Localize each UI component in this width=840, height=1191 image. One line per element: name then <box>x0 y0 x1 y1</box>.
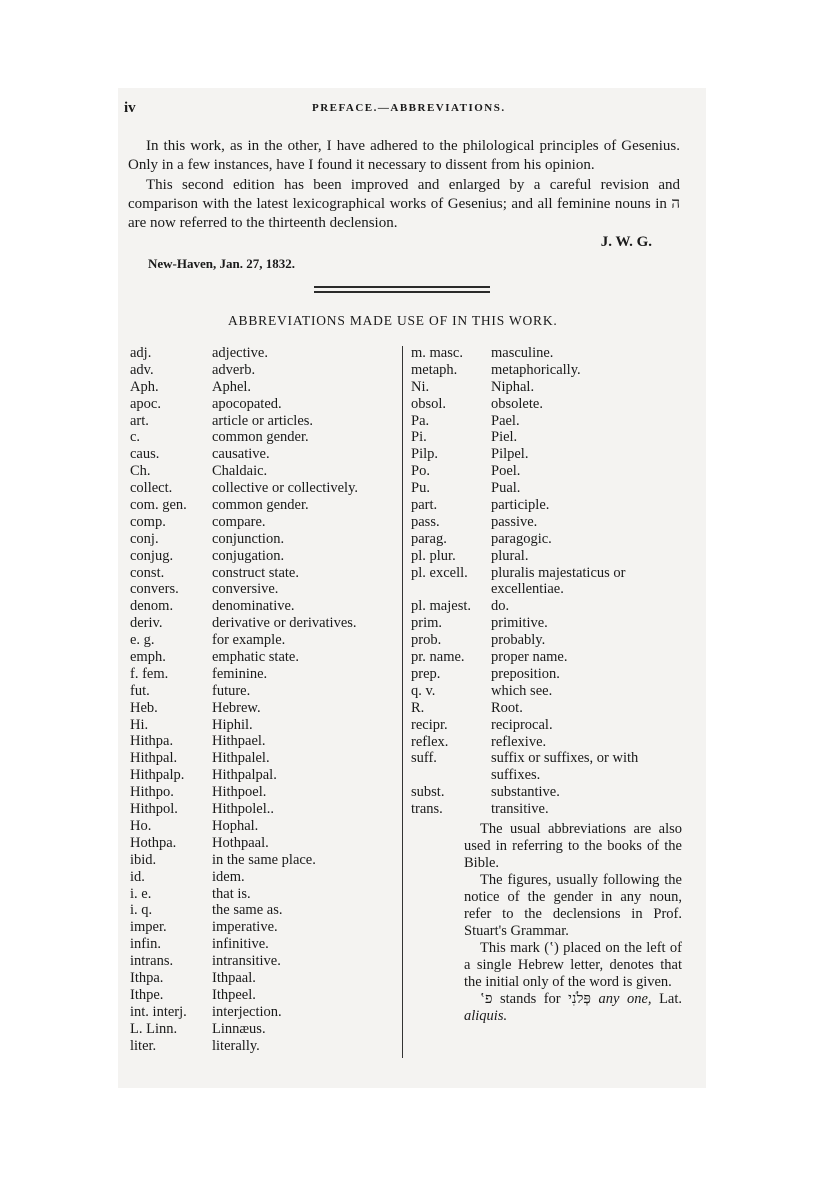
abbreviation-meaning: adverb. <box>212 361 256 378</box>
notes-block <box>464 821 682 1025</box>
abbreviation-meaning: Ithpeel. <box>212 986 256 1003</box>
abbreviation-term: apoc. <box>130 395 161 412</box>
abbreviation-row <box>130 565 400 582</box>
abbreviation-term: pl. majest. <box>411 598 472 615</box>
abbreviation-term: caus. <box>130 446 160 463</box>
abbreviation-meaning: masculine. <box>491 345 554 361</box>
abbreviation-row <box>130 598 400 615</box>
abbreviation-term: R. <box>411 699 425 716</box>
abbreviation-meaning: Niphal. <box>491 378 535 395</box>
abbreviation-row <box>130 548 400 565</box>
abbreviation-term: Hithpol. <box>130 801 178 818</box>
abbreviation-term: const. <box>130 564 165 581</box>
abbreviation-term: pass. <box>411 513 440 530</box>
abbreviation-term: parag. <box>411 530 447 547</box>
abbreviation-row <box>130 1004 400 1021</box>
abbreviation-meaning: feminine. <box>212 665 268 682</box>
abbreviation-term: Hithpalp. <box>130 767 185 784</box>
abbreviation-meaning: in the same place. <box>212 851 316 868</box>
abbreviation-term: part. <box>411 497 438 514</box>
abbreviation-meaning: collective or collectively. <box>212 480 359 497</box>
abbreviation-meaning: interjection. <box>212 1003 282 1020</box>
abbreviation-meaning: article or articles. <box>212 412 314 429</box>
abbreviation-meaning: Root. <box>491 699 523 716</box>
abbreviation-term: f. fem. <box>130 665 169 682</box>
abbreviation-term: infin. <box>130 936 162 953</box>
abbreviation-row <box>130 379 400 396</box>
preface-paragraph-1: In this work, as in the other, I have adhered to the philological principles of Gesenius. Only in a few instances, have I found it necessary to dissent from his opinion. <box>128 138 680 174</box>
abbreviation-term: Ithpe. <box>130 986 164 1003</box>
abbreviation-meaning: conjunction. <box>212 530 285 547</box>
abbreviation-row <box>130 835 400 852</box>
abbreviation-row <box>130 446 400 463</box>
abbreviation-term: denom. <box>130 598 174 615</box>
abbreviation-meaning: Linnæus. <box>212 1020 266 1037</box>
abbreviation-term: fut. <box>130 682 150 699</box>
abbreviation-meaning: Aphel. <box>212 378 252 395</box>
abbreviation-term: adv. <box>130 361 154 378</box>
abbreviation-row <box>411 750 691 784</box>
abbreviation-meaning: infinitive. <box>212 936 269 953</box>
abbreviation-row <box>130 767 400 784</box>
abbreviation-term: Pa. <box>411 412 430 429</box>
abbreviation-meaning: construct state. <box>212 564 299 581</box>
abbreviation-row <box>411 632 691 649</box>
abbreviation-row <box>130 497 400 514</box>
abbreviation-meaning: transitive. <box>491 801 549 818</box>
abbreviation-meaning: literally. <box>212 1037 260 1054</box>
abbreviation-row <box>411 345 691 362</box>
abbreviation-row <box>411 463 691 480</box>
abbreviation-term: pl. excell. <box>411 564 468 581</box>
preface-paragraph-2: This second edition has been improved and enlarged by a careful revision and comparison with the latest lexicographical works of Gesenius; and all feminine nouns in ה are now referred to the thirteenth declension. <box>128 176 680 232</box>
abbreviation-term: prim. <box>411 615 443 632</box>
abbreviation-row <box>130 818 400 835</box>
abbreviation-row <box>411 548 691 565</box>
abbreviation-term: Pilp. <box>411 446 438 463</box>
page-number: iv <box>124 100 136 116</box>
abbreviation-term: Pi. <box>411 429 427 446</box>
abbreviation-meaning: metaphorically. <box>491 361 581 378</box>
abbreviation-meaning: passive. <box>491 513 538 530</box>
abbreviation-meaning: reflexive. <box>491 733 547 750</box>
abbreviation-row <box>130 886 400 903</box>
abbreviation-meaning: apocopated. <box>212 395 282 412</box>
abbreviation-meaning: conversive. <box>212 581 279 598</box>
abbreviation-term: trans. <box>411 801 443 818</box>
abbreviations-right-column <box>411 345 691 818</box>
abbreviation-meaning: Hiphil. <box>212 716 253 733</box>
abbreviation-meaning: paragogic. <box>491 530 552 547</box>
abbreviation-row <box>411 531 691 548</box>
running-head: PREFACE.—ABBREVIATIONS. <box>312 102 506 114</box>
abbreviation-meaning: Piel. <box>491 429 518 446</box>
abbreviation-row <box>130 733 400 750</box>
abbreviation-row <box>130 784 400 801</box>
abbreviation-meaning: suffix or suffixes, or with suffixes. <box>491 750 639 784</box>
abbreviation-term: subst. <box>411 784 445 801</box>
abbreviation-row <box>411 446 691 463</box>
abbreviation-meaning: pluralis majestaticus or excellentiae. <box>491 564 626 598</box>
author-signature: J. W. G. <box>600 234 652 251</box>
abbreviation-row <box>130 581 400 598</box>
abbreviation-row <box>130 480 400 497</box>
abbreviation-meaning: Pael. <box>491 412 520 429</box>
abbreviation-row <box>130 683 400 700</box>
abbreviation-term: liter. <box>130 1037 157 1054</box>
abbreviation-row <box>130 936 400 953</box>
abbreviation-meaning: preposition. <box>491 665 560 682</box>
abbreviation-meaning: imperative. <box>212 919 278 936</box>
abbreviation-row <box>130 429 400 446</box>
abbreviation-term: Aph. <box>130 378 159 395</box>
abbreviation-row <box>411 683 691 700</box>
abbreviation-meaning: adjective. <box>212 345 268 361</box>
abbreviation-row <box>130 649 400 666</box>
abbreviation-meaning: Hothpaal. <box>212 834 269 851</box>
abbreviation-term: Ch. <box>130 463 151 480</box>
abbreviation-row <box>411 565 691 599</box>
abbreviation-row <box>411 700 691 717</box>
note-lat-prefix: Lat. <box>659 991 683 1007</box>
abbreviation-term: Hithpa. <box>130 733 174 750</box>
preface-text <box>128 137 680 253</box>
abbreviation-term: c. <box>130 429 141 446</box>
abbreviation-term: i. e. <box>130 885 152 902</box>
abbreviation-row <box>411 514 691 531</box>
abbreviation-term: pl. plur. <box>411 547 456 564</box>
abbreviation-meaning: Hebrew. <box>212 699 261 716</box>
abbreviation-term: Heb. <box>130 699 158 716</box>
note-hebrew-prefix: ʽפ stands for פְּלֹנִי <box>480 991 592 1007</box>
abbreviation-term: Hi. <box>130 716 149 733</box>
page-header <box>124 100 684 120</box>
abbreviation-row <box>130 666 400 683</box>
abbreviation-row <box>411 362 691 379</box>
abbreviation-meaning: Hithpael. <box>212 733 266 750</box>
abbreviation-row <box>130 750 400 767</box>
abbreviation-row <box>130 615 400 632</box>
abbreviation-row <box>411 396 691 413</box>
abbreviation-meaning: probably. <box>491 632 546 649</box>
abbreviation-meaning: compare. <box>212 513 266 530</box>
abbreviation-meaning: derivative or derivatives. <box>212 615 357 632</box>
abbreviation-term: comp. <box>130 513 166 530</box>
abbreviation-term: recipr. <box>411 716 448 733</box>
abbreviation-row <box>130 919 400 936</box>
abbreviation-row <box>130 1021 400 1038</box>
abbreviation-term: deriv. <box>130 615 163 632</box>
abbreviation-meaning: Hophal. <box>212 817 259 834</box>
abbreviation-meaning: the same as. <box>212 902 283 919</box>
abbreviation-meaning: primitive. <box>491 615 548 632</box>
abbreviation-term: adj. <box>130 345 152 361</box>
abbreviation-term: m. masc. <box>411 345 463 361</box>
abbreviation-meaning: conjugation. <box>212 547 285 564</box>
abbreviation-meaning: emphatic state. <box>212 649 299 666</box>
abbreviation-meaning: intransitive. <box>212 953 281 970</box>
note-bible-books: The usual abbreviations are also used in referring to the books of the Bible. <box>464 821 682 871</box>
note-declension-figures: The figures, usually following the notice of the gender in any noun, refer to the declensions in Prof. Stuart's Grammar. <box>464 872 682 939</box>
abbreviations-left-column <box>130 345 400 1054</box>
abbreviation-row <box>411 497 691 514</box>
abbreviation-term: suff. <box>411 750 437 767</box>
abbreviation-meaning: obsolete. <box>491 395 543 412</box>
abbreviation-row <box>130 413 400 430</box>
abbreviation-term: emph. <box>130 649 166 666</box>
abbreviation-meaning: Pilpel. <box>491 446 529 463</box>
note-hebrew-example <box>464 991 682 1025</box>
abbreviation-term: art. <box>130 412 149 429</box>
abbreviation-meaning: common gender. <box>212 497 309 514</box>
abbreviation-term: Hithpo. <box>130 784 174 801</box>
abbreviation-row <box>130 396 400 413</box>
abbreviation-row <box>130 632 400 649</box>
abbreviation-row <box>130 1038 400 1055</box>
double-rule-top <box>314 286 490 288</box>
abbreviation-row <box>411 598 691 615</box>
abbreviation-meaning: plural. <box>491 547 529 564</box>
abbreviation-row <box>411 784 691 801</box>
abbreviation-row <box>130 717 400 734</box>
abbreviation-term: imper. <box>130 919 167 936</box>
abbreviation-term: conj. <box>130 530 159 547</box>
abbreviation-term: int. interj. <box>130 1003 187 1020</box>
column-divider <box>402 346 403 1058</box>
abbreviation-term: com. gen. <box>130 497 187 514</box>
abbreviation-row <box>411 801 691 818</box>
abbreviation-meaning: that is. <box>212 885 251 902</box>
abbreviation-row <box>130 514 400 531</box>
abbreviation-term: metaph. <box>411 361 458 378</box>
abbreviation-meaning: common gender. <box>212 429 309 446</box>
double-rule-bottom <box>314 291 490 293</box>
abbreviation-row <box>130 970 400 987</box>
abbreviation-row <box>411 480 691 497</box>
abbreviation-meaning: Hithpalpal. <box>212 767 277 784</box>
abbreviation-meaning: Hithpalel. <box>212 750 270 767</box>
abbreviation-term: prob. <box>411 632 442 649</box>
abbreviation-row <box>411 615 691 632</box>
section-title: ABBREVIATIONS MADE USE OF IN THIS WORK. <box>228 313 558 328</box>
abbreviation-meaning: Ithpaal. <box>212 969 256 986</box>
abbreviation-term: ibid. <box>130 851 157 868</box>
abbreviation-term: intrans. <box>130 953 174 970</box>
abbreviation-row <box>130 531 400 548</box>
abbreviation-term: Ni. <box>411 378 430 395</box>
abbreviation-term: reflex. <box>411 733 449 750</box>
abbreviation-term: prep. <box>411 665 441 682</box>
abbreviation-row <box>130 869 400 886</box>
abbreviation-term: Ho. <box>130 817 152 834</box>
abbreviation-term: q. v. <box>411 682 436 699</box>
abbreviation-meaning: for example. <box>212 632 286 649</box>
abbreviation-row <box>411 379 691 396</box>
abbreviation-term: id. <box>130 868 145 885</box>
abbreviation-row <box>130 362 400 379</box>
abbreviation-row <box>130 801 400 818</box>
abbreviation-meaning: do. <box>491 598 510 615</box>
abbreviation-term: Po. <box>411 463 430 480</box>
abbreviation-meaning: substantive. <box>491 784 560 801</box>
abbreviation-row <box>130 852 400 869</box>
abbreviation-row <box>411 717 691 734</box>
abbreviation-meaning: Poel. <box>491 463 521 480</box>
abbreviation-meaning: future. <box>212 682 251 699</box>
abbreviation-meaning: idem. <box>212 868 245 885</box>
abbreviation-row <box>411 429 691 446</box>
abbreviation-term: convers. <box>130 581 179 598</box>
abbreviation-row <box>411 734 691 751</box>
abbreviation-row <box>130 463 400 480</box>
abbreviation-meaning: causative. <box>212 446 270 463</box>
abbreviation-meaning: proper name. <box>491 649 568 666</box>
abbreviation-term: conjug. <box>130 547 174 564</box>
abbreviation-term: collect. <box>130 480 173 497</box>
abbreviation-meaning: reciprocal. <box>491 716 553 733</box>
abbreviation-meaning: Chaldaic. <box>212 463 268 480</box>
abbreviation-term: Hothpa. <box>130 834 177 851</box>
abbreviation-meaning: Hithpoel. <box>212 784 267 801</box>
note-gloss: any one, <box>598 991 652 1007</box>
abbreviation-row <box>130 902 400 919</box>
abbreviation-term: Ithpa. <box>130 969 164 986</box>
abbreviation-row <box>411 666 691 683</box>
abbreviation-term: e. g. <box>130 632 155 649</box>
dateline: New-Haven, Jan. 27, 1832. <box>148 256 295 271</box>
abbreviation-row <box>130 987 400 1004</box>
abbreviation-term: i. q. <box>130 902 153 919</box>
abbreviation-term: Hithpal. <box>130 750 178 767</box>
abbreviation-meaning: which see. <box>491 682 553 699</box>
abbreviation-meaning: denominative. <box>212 598 295 615</box>
abbreviation-meaning: Hithpolel.. <box>212 801 275 818</box>
abbreviation-meaning: Pual. <box>491 480 521 497</box>
abbreviation-row <box>130 700 400 717</box>
abbreviation-term: pr. name. <box>411 649 465 666</box>
abbreviation-row <box>130 953 400 970</box>
note-initial-mark: This mark (ʽ) placed on the left of a single Hebrew letter, denotes that the initial only of the word is given. <box>464 940 682 990</box>
abbreviation-term: obsol. <box>411 395 447 412</box>
abbreviation-row <box>411 649 691 666</box>
abbreviation-row <box>411 413 691 430</box>
abbreviation-term: Pu. <box>411 480 430 497</box>
abbreviation-term: L. Linn. <box>130 1020 178 1037</box>
abbreviation-meaning: participle. <box>491 497 550 514</box>
note-latin-word: aliquis. <box>464 1008 508 1024</box>
abbreviation-row <box>130 345 400 362</box>
